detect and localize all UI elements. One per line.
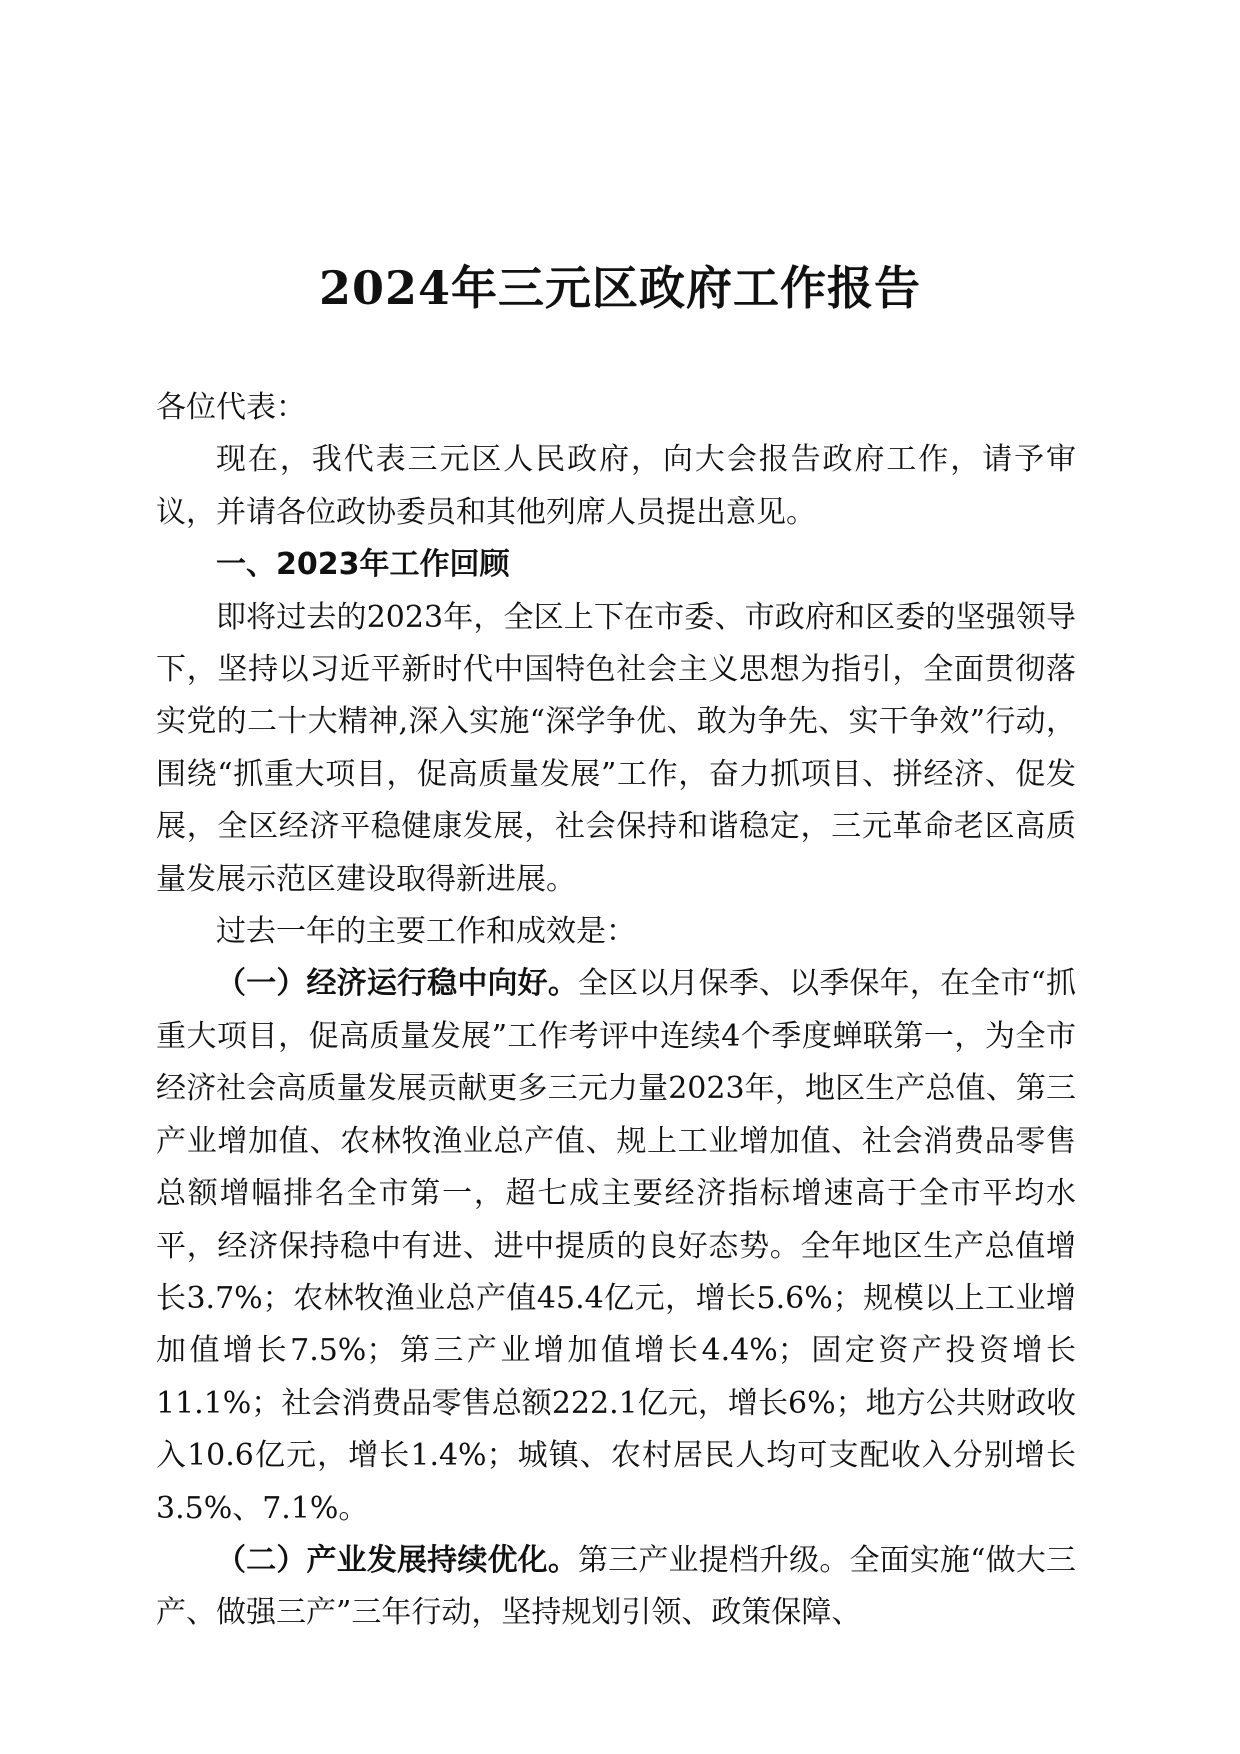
item-economy-body: 全区以月保季、以季保年，在全市“抓重大项目，促高质量发展”工作考评中连续4个季度蝉联第一，为全市经济社会高质量发展贡献更多三元力量2023年，地区生产总值、第三产业增加值、农林牧渔业总产值、规上工业增加值、社会消费品零售总额增幅排名全市第一，超七成主要经济指标增速高于全市平均水平，经济保持稳中有进、进中提质的良好态势。全年地区生产总值增长3.7%；农林牧渔业总产值45.4亿元，增长5.6%；规模以上工业增加值增长7.5%；第三产业增加值增长4.4%；固定资产投资增长11.1%；社会消费品零售总额222.1亿元，增长6%；地方公共财政收入10.6亿元，增长1.4%；城镇、农村居民人均可支配收入分别增长3.5%、7.1%。 [156,966,1076,1526]
salutation: 各位代表： [156,390,306,425]
item-industry-title: （二）产业发展持续优化。 [216,1542,578,1578]
item-industry-body: 第三产业提档升级。全面实施“做大三产、做强三产”三年行动，坚持规划引领、政策保障、 [156,1542,1076,1631]
item-industry-paragraph [156,1535,1076,1640]
section-heading: 一、2023年工作回顾 [216,547,510,583]
document-body [156,382,1076,1640]
document-title: 2024年三元区政府工作报告 [318,261,922,315]
item-economy-title: （一）经济运行稳中向好。 [216,966,578,1002]
item-economy-paragraph [156,958,1076,1534]
summary-lead-paragraph: 过去一年的主要工作和成效是： [216,914,636,950]
review-paragraph: 即将过去的2023年，全区上下在市委、市政府和区委的坚强领导下，坚持以习近平新时代中国特色社会主义思想为指引，全面贯彻落实党的二十大精神,深入实施“深学争优、敢为争先、实干争效”行动，围绕“抓重大项目，促高质量发展”工作，奋力抓项目、拼经济、促发展，全区经济平稳健康发展，社会保持和谐稳定，三元革命老区高质量发展示范区建设取得新进展。 [156,599,1076,897]
intro-paragraph: 现在，我代表三元区人民政府，向大会报告政府工作，请予审议，并请各位政协委员和其他列席人员提出意见。 [156,442,1076,530]
